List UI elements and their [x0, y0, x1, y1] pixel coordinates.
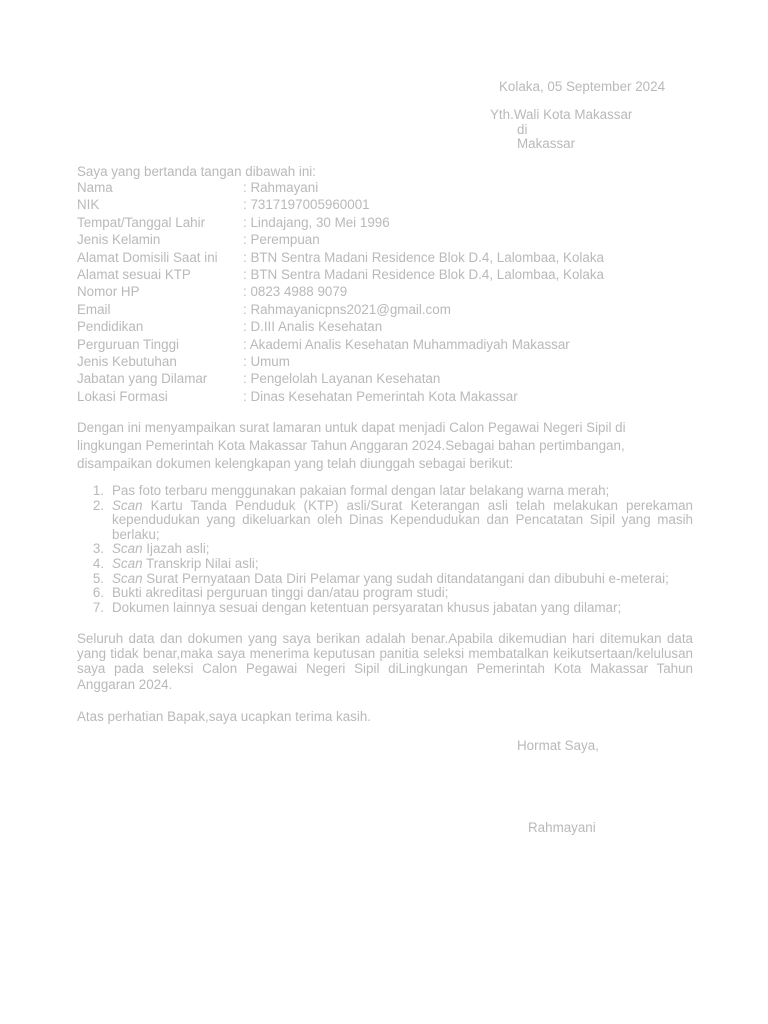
- list-number: 6.: [92, 585, 104, 601]
- field-label: NIK: [77, 197, 100, 213]
- field-label: Jenis Kebutuhan: [77, 353, 177, 369]
- document-list-item: [77, 586, 693, 601]
- field-row: [77, 214, 604, 231]
- field-label: Alamat Domisili Saat ini: [77, 249, 218, 265]
- field-value: : BTN Sentra Madani Residence Blok D.4, Lalombaa, Kolaka: [243, 249, 604, 265]
- regards-text: Hormat Saya,: [517, 738, 599, 753]
- field-label: Nomor HP: [77, 284, 140, 300]
- list-number: 2.: [92, 497, 104, 513]
- field-value: : Umum: [243, 353, 290, 369]
- scan-prefix: Scan: [112, 570, 143, 586]
- field-label: Perguruan Tinggi: [77, 336, 179, 352]
- list-number: 3.: [92, 541, 104, 557]
- applicant-fields: [77, 179, 604, 405]
- statement-paragraph: Seluruh data dan dokumen yang saya berikan adalah benar.Apabila dikemudian hari ditemukan data yang tidak benar,maka saya menerima keputusan panitia seleksi membatalkan keikutsertaan/kelulusan saya pada seleksi Calon Pegawai Negeri Sipil diLingkungan Pemerintah Kota Makassar Tahun Anggaran 2024.: [77, 631, 693, 692]
- field-label: Email: [77, 301, 111, 317]
- list-item-text: Ijazah asli;: [142, 541, 210, 557]
- field-row: [77, 283, 604, 300]
- recipient-block: [490, 108, 632, 152]
- scan-prefix: Scan: [112, 497, 143, 513]
- field-row: [77, 353, 604, 370]
- field-label: Jabatan yang Dilamar: [77, 371, 208, 387]
- field-row: [77, 266, 604, 283]
- field-value: : 0823 4988 9079: [243, 284, 348, 300]
- list-item-text: Surat Pernyataan Data Diri Pelamar yang sudah ditandatangani dan dibubuhi e-meterai;: [142, 570, 669, 586]
- field-value: : Dinas Kesehatan Pemerintah Kota Makassar: [243, 388, 518, 404]
- list-item-text: Bukti akreditasi perguruan tinggi dan/atau program studi;: [112, 585, 449, 601]
- recipient-city: Makassar: [517, 136, 576, 152]
- field-value: : Pengelolah Layanan Kesehatan: [243, 371, 441, 387]
- field-row: [77, 196, 604, 213]
- field-value: : Akademi Analis Kesehatan Muhammadiyah Makassar: [243, 336, 570, 352]
- intro-text: Saya yang bertanda tangan dibawah ini:: [77, 164, 316, 179]
- signer-name: Rahmayani: [528, 820, 596, 835]
- field-value: : 7317197005960001: [243, 197, 370, 213]
- list-number: 7.: [92, 599, 104, 615]
- field-row: [77, 231, 604, 248]
- document-list-item: [77, 542, 693, 557]
- document-list-item: [77, 499, 693, 543]
- recipient-preposition: di: [517, 121, 528, 137]
- field-row: [77, 318, 604, 335]
- field-value: : Perempuan: [243, 232, 320, 248]
- document-list-item: [77, 572, 693, 587]
- opening-paragraph: Dengan ini menyampaikan surat lamaran untuk dapat menjadi Calon Pegawai Negeri Sipil di lingkungan Pemerintah Kota Makassar Tahun Anggaran 2024.Sebagai bahan pertimbangan, disampaikan dokumen kelengkapan yang telah diunggah sebagai berikut:: [77, 420, 626, 471]
- recipient-name: Yth.Wali Kota Makassar: [490, 107, 633, 122]
- field-label: Alamat sesuai KTP: [77, 266, 191, 282]
- closing-text: Atas perhatian Bapak,saya ucapkan terima kasih.: [77, 709, 372, 724]
- field-label: Pendidikan: [77, 319, 144, 335]
- list-item-text: Transkrip Nilai asli;: [142, 555, 259, 571]
- document-list-item: [77, 557, 693, 572]
- letter-date: Kolaka, 05 September 2024: [499, 79, 666, 94]
- list-number: 4.: [92, 555, 104, 571]
- field-value: : Rahmayanicpns2021@gmail.com: [243, 301, 451, 317]
- list-item-text: Pas foto terbaru menggunakan pakaian formal dengan latar belakang warna merah;: [112, 483, 610, 498]
- document-list: [77, 484, 693, 615]
- field-label: Lokasi Formasi: [77, 388, 168, 404]
- field-value: : D.III Analis Kesehatan: [243, 319, 383, 335]
- document-list-item: [77, 484, 693, 499]
- field-value: : BTN Sentra Madani Residence Blok D.4, Lalombaa, Kolaka: [243, 266, 604, 282]
- field-row: [77, 370, 604, 387]
- field-row: [77, 336, 604, 353]
- list-number: 5.: [92, 570, 104, 586]
- field-label: Tempat/Tanggal Lahir: [77, 214, 206, 230]
- field-row: [77, 249, 604, 266]
- field-value: : Lindajang, 30 Mei 1996: [243, 214, 390, 230]
- scan-prefix: Scan: [112, 555, 143, 571]
- field-row: [77, 388, 604, 405]
- field-value: : Rahmayani: [243, 180, 319, 195]
- list-number: 1.: [92, 483, 104, 498]
- scan-prefix: Scan: [112, 541, 143, 557]
- list-item-text: Kartu Tanda Penduduk (KTP) asli/Surat Keterangan asli telah melakukan perekaman kependudukan yang dikeluarkan oleh Dinas Kependudukan dan Pencatatan Sipil yang masih berlaku;: [112, 497, 693, 542]
- field-row: [77, 301, 604, 318]
- field-label: Jenis Kelamin: [77, 232, 161, 248]
- field-label: Nama: [77, 180, 113, 195]
- field-row: [77, 179, 604, 196]
- document-list-item: [77, 601, 693, 616]
- list-item-text: Dokumen lainnya sesuai dengan ketentuan persyaratan khusus jabatan yang dilamar;: [112, 599, 622, 615]
